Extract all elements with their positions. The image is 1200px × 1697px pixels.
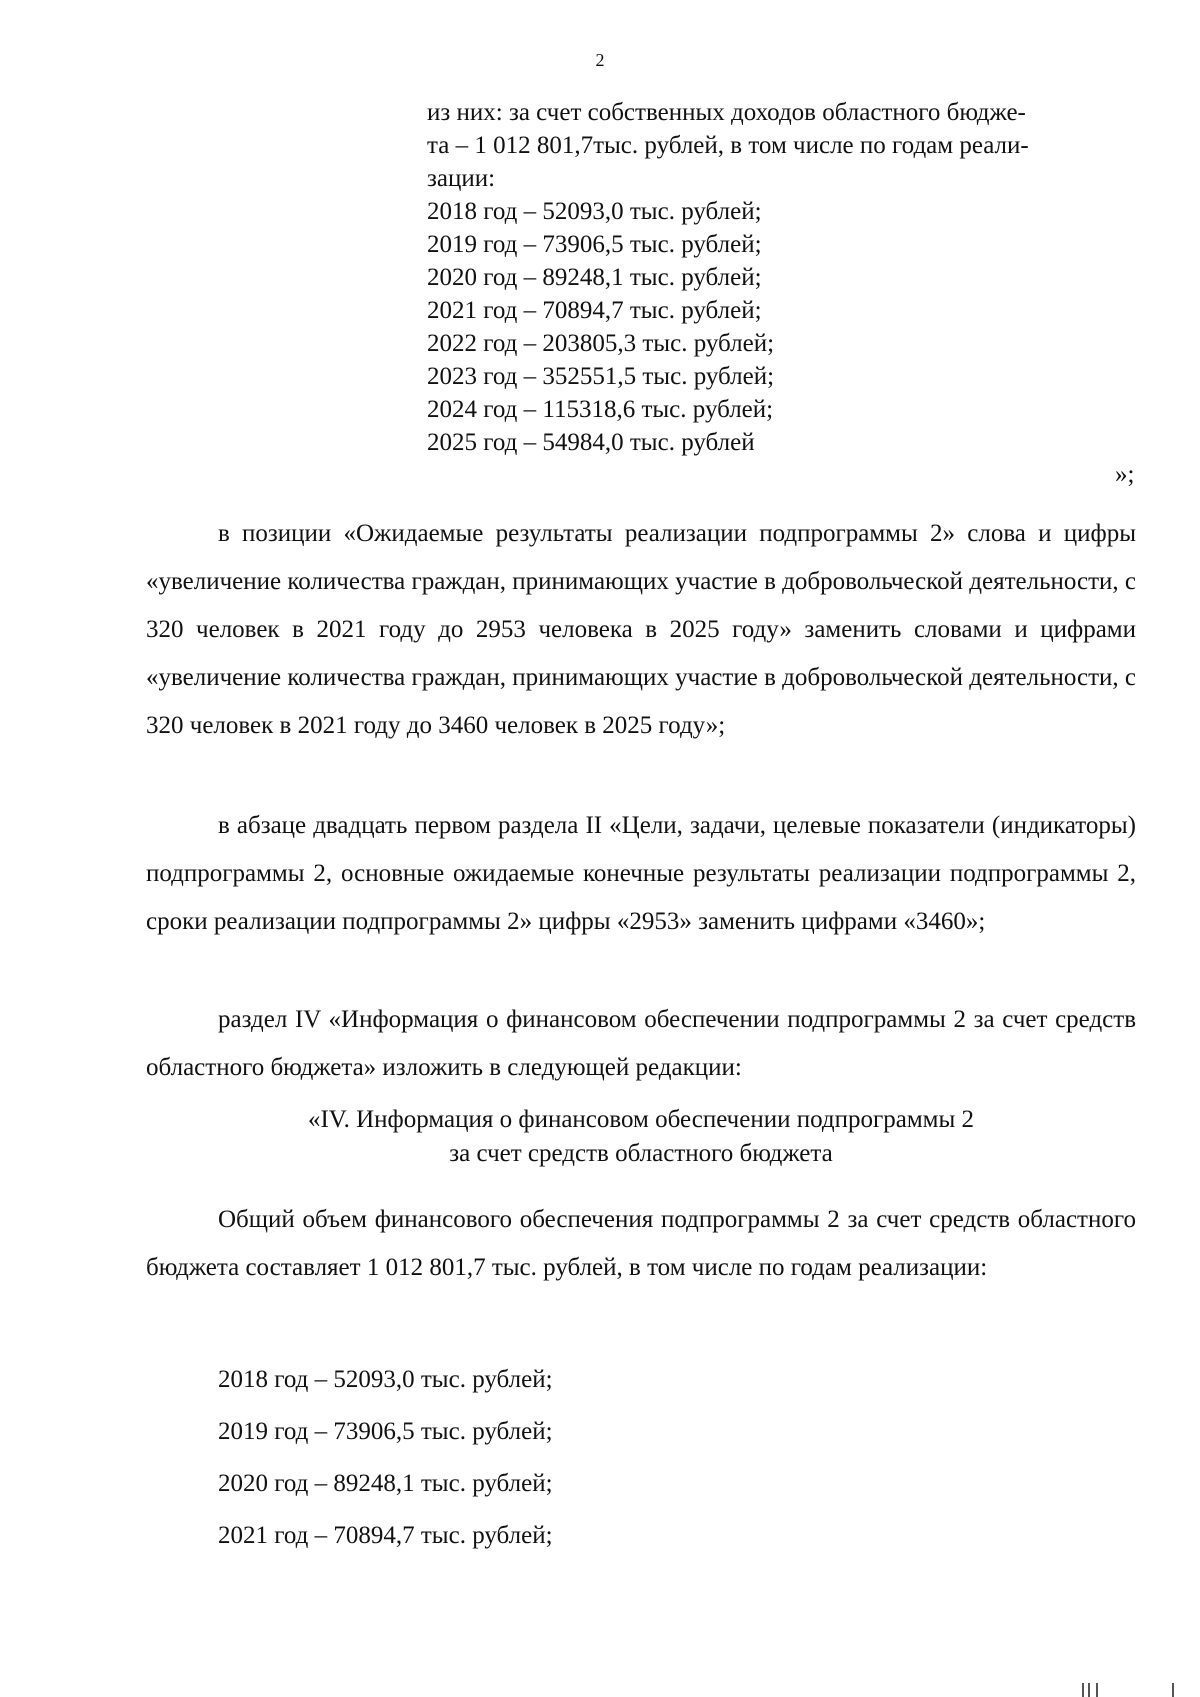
paragraph-section-four-amendment (146, 996, 1136, 1092)
funding-year-line: 2023 год – 352551,5 тыс. рублей; (427, 363, 775, 390)
funding-breakdown-block (427, 96, 1127, 459)
funding-line: из них: за счет собственных доходов областного бюдже- (427, 99, 1026, 126)
paragraph-total-funding (146, 1196, 1136, 1292)
funding-year-line: 2022 год – 203805,3 тыс. рублей; (427, 330, 775, 357)
scan-artifact (1082, 1683, 1084, 1697)
funding-year-line: 2025 год – 54984,0 тыс. рублей (427, 429, 755, 456)
paragraph-text: в абзаце двадцать первом раздела II «Цели, задачи, целевые показатели (индикаторы) подпрограммы 2, основные ожидаемые конечные результаты реализации подпрограммы 2, сроки реализации подпрограммы 2» цифры «2953» заменить цифрами «3460»; (146, 812, 1136, 935)
funding-year-line: 2020 год – 89248,1 тыс. рублей; (427, 264, 762, 291)
paragraph-expected-results (146, 510, 1136, 750)
list-item: 2021 год – 70894,7 тыс. рублей; (218, 1522, 553, 1549)
funding-line: зации: (427, 165, 496, 192)
funding-year-line: 2021 год – 70894,7 тыс. рублей; (427, 297, 762, 324)
funding-year-line: 2018 год – 52093,0 тыс. рублей; (427, 198, 762, 225)
scan-artifact (1172, 1683, 1174, 1697)
paragraph-text: раздел IV «Информация о финансовом обеспечении подпрограммы 2 за счет средств областного бюджета» изложить в следующей редакции: (146, 1006, 1136, 1081)
section-heading-line-1: «IV. Информация о финансовом обеспечении подпрограммы 2 (307, 1106, 975, 1133)
list-item: 2020 год – 89248,1 тыс. рублей; (218, 1470, 553, 1497)
list-item: 2018 год – 52093,0 тыс. рублей; (218, 1366, 553, 1393)
list-item: 2019 год – 73906,5 тыс. рублей; (218, 1418, 553, 1445)
paragraph-text: Общий объем финансового обеспечения подпрограммы 2 за счет средств областного бюджета составляет 1 012 801,7 тыс. рублей, в том числе по годам реализации: (146, 1206, 1136, 1281)
yearly-funding-list (218, 1354, 553, 1562)
page-number: 2 (595, 50, 605, 70)
paragraph-text: в позиции «Ожидаемые результаты реализации подпрограммы 2» слова и цифры «увеличение количества граждан, принимающих участие в добровольческой деятельности, с 320 человек в 2021 году до 2953 человека в 2025 году» заменить словами и цифрами «увеличение количества граждан, принимающих участие в добровольческой деятельности, с 320 человек в 2021 году до 3460 человек в 2025 году»; (146, 520, 1136, 739)
funding-line: та – 1 012 801,7тыс. рублей, в том числе по годам реали- (427, 132, 1029, 159)
funding-year-line: 2024 год – 115318,6 тыс. рублей; (427, 396, 774, 423)
funding-year-line: 2019 год – 73906,5 тыс. рублей; (427, 231, 762, 258)
section-heading-line-2: за счет средств областного бюджета (449, 1140, 833, 1167)
scan-artifact (1088, 1683, 1090, 1697)
scan-artifact (1096, 1683, 1098, 1697)
closing-quote: »; (1115, 461, 1135, 488)
section-heading (146, 1103, 1136, 1171)
paragraph-section-two-amendment (146, 802, 1136, 946)
